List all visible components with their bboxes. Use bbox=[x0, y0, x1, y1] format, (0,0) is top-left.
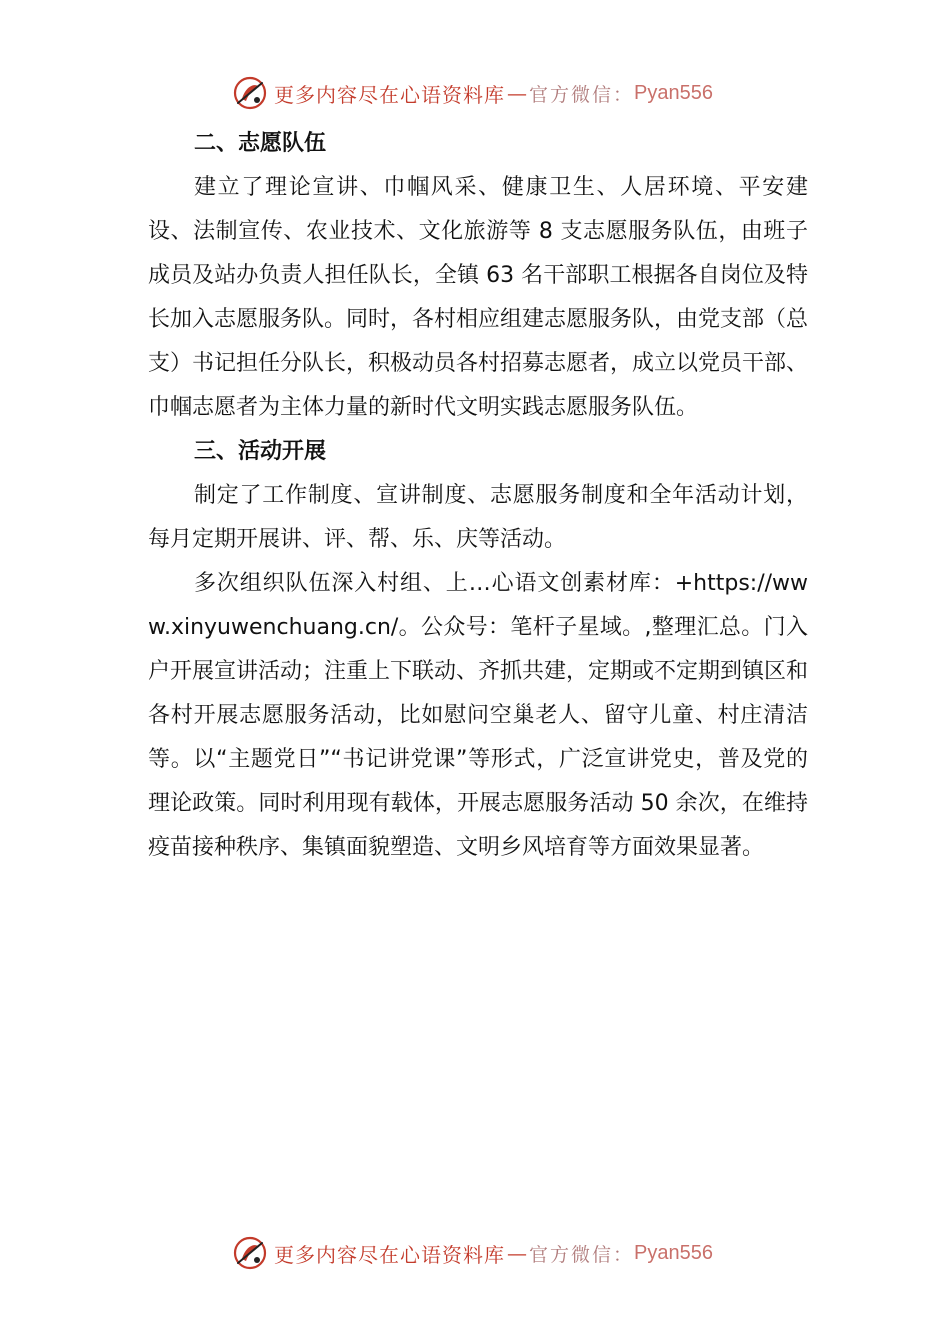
banner-dash: — bbox=[507, 81, 527, 105]
banner-wechat-label: 官方微信： bbox=[529, 1243, 635, 1266]
paragraph-activities-system: 制定了工作制度、宣讲制度、志愿服务制度和全年活动计划，每月定期开展讲、评、帮、乐、庆等活动。 bbox=[148, 483, 808, 552]
banner-main-text: 更多内容尽在心语资料库 bbox=[274, 1242, 505, 1267]
banner-dash: — bbox=[507, 1241, 527, 1265]
header-watermark-banner bbox=[232, 73, 713, 113]
brand-logo-icon bbox=[232, 1235, 268, 1271]
banner-wechat-id: Pyan556 bbox=[634, 81, 713, 104]
banner-main-text: 更多内容尽在心语资料库 bbox=[274, 82, 505, 107]
document-body bbox=[148, 122, 808, 870]
brand-logo-icon bbox=[232, 75, 268, 111]
paragraph-activities-detail: 多次组织队伍深入村组、上…心语文创素材库：+https://www.xinyuwenchuang.cn/。公众号：笔杆子星域。,整理汇总。门入户开展宣讲活动；注重上下联动、齐抓共建，定期或不定期到镇区和各村开展志愿服务活动，比如慰问空巢老人、留守儿童、村庄清洁等。以“主题党日”“书记讲党课”等形式，广泛宣讲党史，普及党的理论政策。同时利用现有载体，开展志愿服务活动 50 余次，在维持疫苗接种秩序、集镇面貌塑造、文明乡风培育等方面效果显著。 bbox=[148, 571, 809, 860]
section-heading-activities: 三、活动开展 bbox=[194, 439, 327, 464]
banner-wechat-label: 官方微信： bbox=[529, 83, 635, 106]
section-heading-volunteer-team: 二、志愿队伍 bbox=[194, 131, 327, 156]
banner-wechat-id: Pyan556 bbox=[634, 1241, 713, 1264]
paragraph-volunteer-team: 建立了理论宣讲、巾帼风采、健康卫生、人居环境、平安建设、法制宣传、农业技术、文化旅游等 8 支志愿服务队伍，由班子成员及站办负责人担任队长，全镇 63 名干部职工根据各自岗位及特长加入志愿服务队。同时，各村相应组建志愿服务队，由党支部（总支）书记担任分队长，积极动员各村招募志愿者，成立以党员干部、巾帼志愿者为主体力量的新时代文明实践志愿服务队伍。 bbox=[148, 175, 809, 420]
footer-watermark-banner bbox=[232, 1233, 713, 1273]
